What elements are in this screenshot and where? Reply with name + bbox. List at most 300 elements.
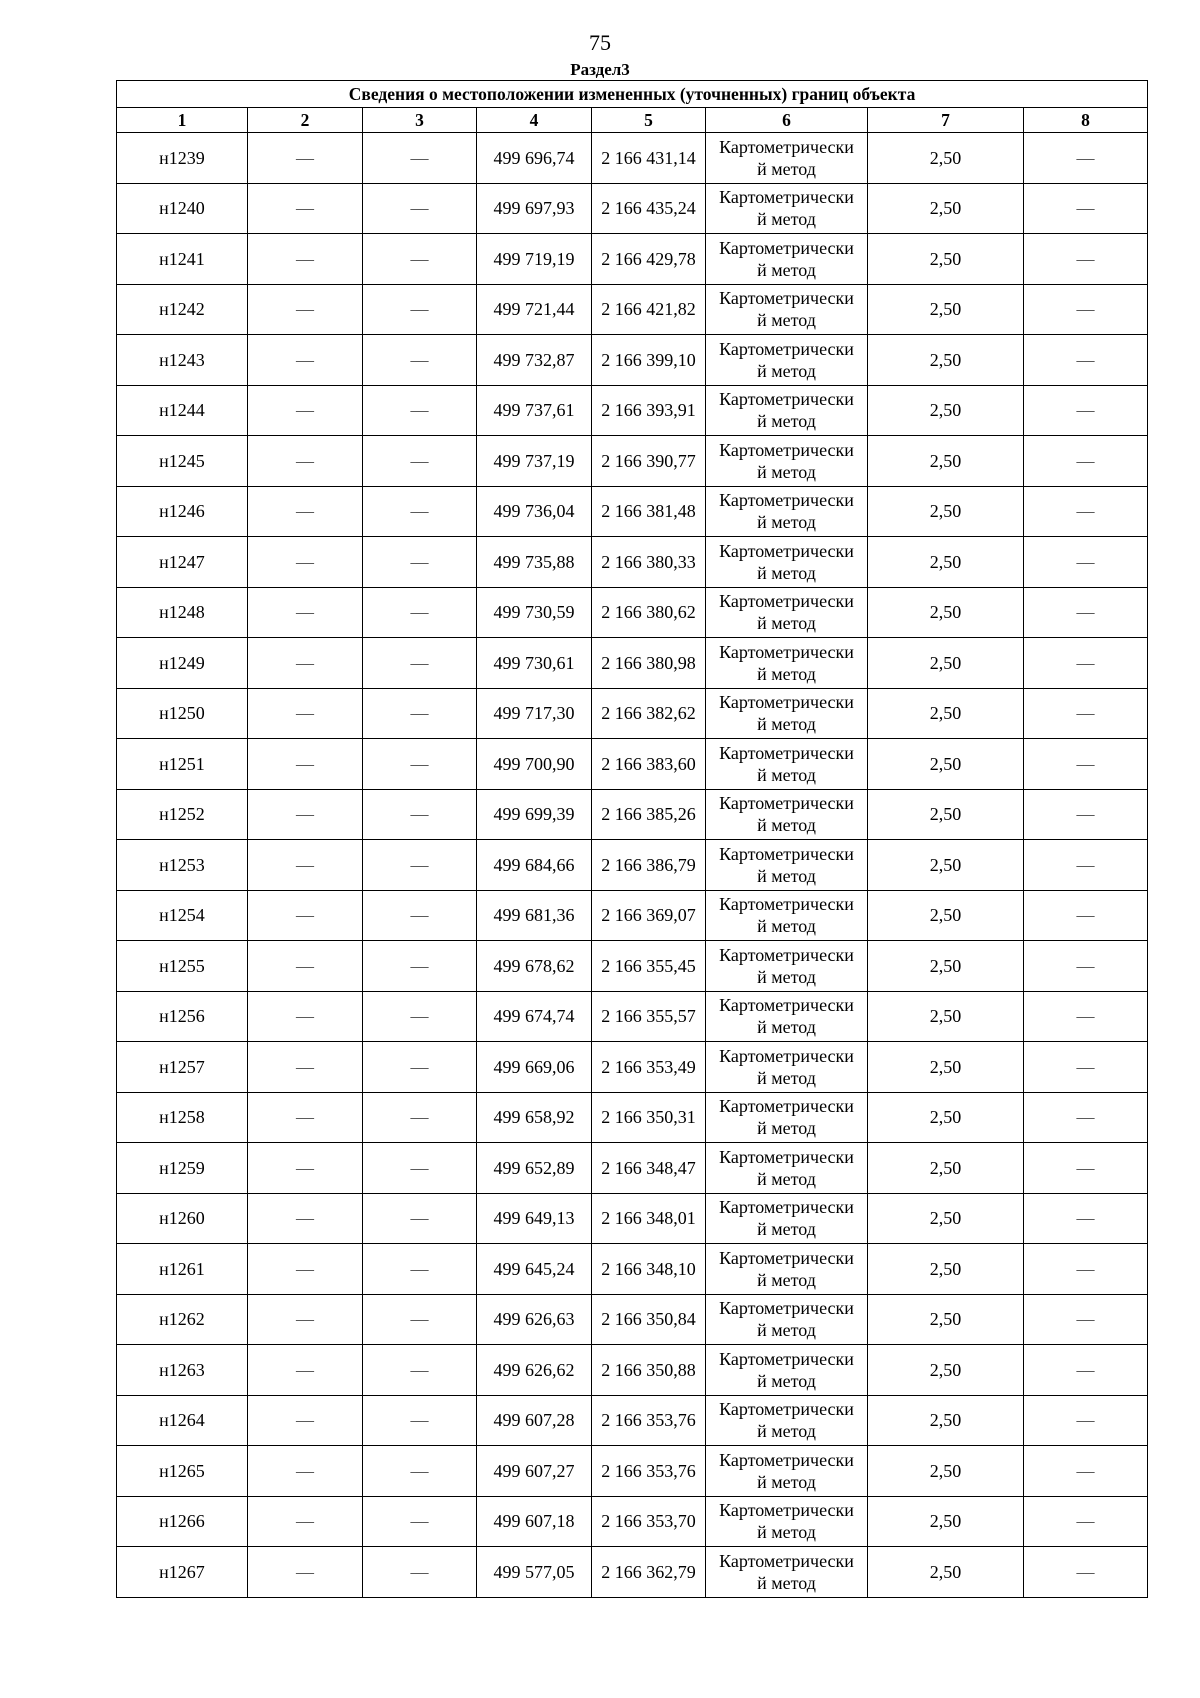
x-coordinate-cell: 499 730,59 xyxy=(477,587,592,638)
y-coordinate-cell: 2 166 353,49 xyxy=(592,1042,706,1093)
empty-dash-cell: — xyxy=(1024,486,1148,537)
empty-dash-cell: — xyxy=(248,991,363,1042)
accuracy-cell: 2,50 xyxy=(868,1547,1024,1598)
empty-dash-cell: — xyxy=(248,1042,363,1093)
point-number-cell: н1261 xyxy=(117,1244,248,1295)
method-line-2: й метод xyxy=(757,1320,816,1341)
method-cell xyxy=(706,133,868,184)
accuracy-cell: 2,50 xyxy=(868,1446,1024,1497)
method-line-1: Картометрически xyxy=(719,944,854,965)
method-line-1: Картометрически xyxy=(719,793,854,814)
method-line-2: й метод xyxy=(757,1269,816,1290)
method-cell xyxy=(706,941,868,992)
empty-dash-cell: — xyxy=(248,436,363,487)
table-row xyxy=(117,1143,1148,1194)
method-cell xyxy=(706,1496,868,1547)
empty-dash-cell: — xyxy=(1024,739,1148,790)
point-number-cell: н1249 xyxy=(117,638,248,689)
accuracy-cell: 2,50 xyxy=(868,1345,1024,1396)
table-row xyxy=(117,1244,1148,1295)
point-number-cell: н1262 xyxy=(117,1294,248,1345)
point-number-cell: н1245 xyxy=(117,436,248,487)
point-number-cell: н1255 xyxy=(117,941,248,992)
page-number: 75 xyxy=(589,30,611,55)
empty-dash-cell: — xyxy=(1024,1244,1148,1295)
accuracy-cell: 2,50 xyxy=(868,1496,1024,1547)
empty-dash-cell: — xyxy=(1024,133,1148,184)
column-number: 7 xyxy=(868,108,1024,133)
y-coordinate-cell: 2 166 435,24 xyxy=(592,183,706,234)
method-line-2: й метод xyxy=(757,764,816,785)
empty-dash-cell: — xyxy=(248,1294,363,1345)
point-number-cell: н1239 xyxy=(117,133,248,184)
x-coordinate-cell: 499 607,28 xyxy=(477,1395,592,1446)
method-cell xyxy=(706,234,868,285)
empty-dash-cell: — xyxy=(363,436,477,487)
point-number-cell: н1254 xyxy=(117,890,248,941)
empty-dash-cell: — xyxy=(1024,335,1148,386)
empty-dash-cell: — xyxy=(248,1193,363,1244)
empty-dash-cell: — xyxy=(1024,436,1148,487)
method-line-1: Картометрически xyxy=(719,237,854,258)
method-line-2: й метод xyxy=(757,714,816,735)
table-row xyxy=(117,1547,1148,1598)
empty-dash-cell: — xyxy=(248,739,363,790)
y-coordinate-cell: 2 166 348,47 xyxy=(592,1143,706,1194)
method-cell xyxy=(706,385,868,436)
method-line-1: Картометрически xyxy=(719,338,854,359)
method-cell xyxy=(706,587,868,638)
method-line-2: й метод xyxy=(757,360,816,381)
empty-dash-cell: — xyxy=(248,1092,363,1143)
y-coordinate-cell: 2 166 399,10 xyxy=(592,335,706,386)
y-coordinate-cell: 2 166 353,76 xyxy=(592,1446,706,1497)
method-line-2: й метод xyxy=(757,1421,816,1442)
method-line-1: Картометрически xyxy=(719,1247,854,1268)
empty-dash-cell: — xyxy=(363,1345,477,1396)
y-coordinate-cell: 2 166 429,78 xyxy=(592,234,706,285)
accuracy-cell: 2,50 xyxy=(868,1143,1024,1194)
empty-dash-cell: — xyxy=(248,587,363,638)
empty-dash-cell: — xyxy=(1024,1547,1148,1598)
y-coordinate-cell: 2 166 385,26 xyxy=(592,789,706,840)
x-coordinate-cell: 499 626,63 xyxy=(477,1294,592,1345)
method-line-1: Картометрически xyxy=(719,1096,854,1117)
table-row xyxy=(117,840,1148,891)
method-cell xyxy=(706,1244,868,1295)
empty-dash-cell: — xyxy=(1024,638,1148,689)
y-coordinate-cell: 2 166 348,10 xyxy=(592,1244,706,1295)
x-coordinate-cell: 499 649,13 xyxy=(477,1193,592,1244)
x-coordinate-cell: 499 730,61 xyxy=(477,638,592,689)
method-cell xyxy=(706,890,868,941)
method-line-1: Картометрически xyxy=(719,490,854,511)
accuracy-cell: 2,50 xyxy=(868,486,1024,537)
y-coordinate-cell: 2 166 350,84 xyxy=(592,1294,706,1345)
empty-dash-cell: — xyxy=(248,234,363,285)
method-line-1: Картометрически xyxy=(719,1298,854,1319)
empty-dash-cell: — xyxy=(363,1042,477,1093)
table-row xyxy=(117,486,1148,537)
method-cell xyxy=(706,1395,868,1446)
method-line-2: й метод xyxy=(757,865,816,886)
empty-dash-cell: — xyxy=(248,537,363,588)
column-number: 4 xyxy=(477,108,592,133)
empty-dash-cell: — xyxy=(363,840,477,891)
column-number: 6 xyxy=(706,108,868,133)
x-coordinate-cell: 499 607,27 xyxy=(477,1446,592,1497)
empty-dash-cell: — xyxy=(363,941,477,992)
method-line-1: Картометрически xyxy=(719,439,854,460)
table-row xyxy=(117,688,1148,739)
y-coordinate-cell: 2 166 353,70 xyxy=(592,1496,706,1547)
point-number-cell: н1264 xyxy=(117,1395,248,1446)
table-row xyxy=(117,1496,1148,1547)
empty-dash-cell: — xyxy=(1024,183,1148,234)
x-coordinate-cell: 499 626,62 xyxy=(477,1345,592,1396)
method-line-2: й метод xyxy=(757,1219,816,1240)
point-number-cell: н1256 xyxy=(117,991,248,1042)
table-row xyxy=(117,941,1148,992)
empty-dash-cell: — xyxy=(1024,1395,1148,1446)
accuracy-cell: 2,50 xyxy=(868,1193,1024,1244)
method-line-2: й метод xyxy=(757,613,816,634)
empty-dash-cell: — xyxy=(248,688,363,739)
y-coordinate-cell: 2 166 383,60 xyxy=(592,739,706,790)
x-coordinate-cell: 499 652,89 xyxy=(477,1143,592,1194)
empty-dash-cell: — xyxy=(1024,991,1148,1042)
y-coordinate-cell: 2 166 362,79 xyxy=(592,1547,706,1598)
empty-dash-cell: — xyxy=(248,133,363,184)
empty-dash-cell: — xyxy=(248,789,363,840)
empty-dash-cell: — xyxy=(363,890,477,941)
empty-dash-cell: — xyxy=(248,1496,363,1547)
method-line-2: й метод xyxy=(757,1067,816,1088)
section-title: Раздел3 xyxy=(570,60,630,79)
column-number: 3 xyxy=(363,108,477,133)
method-cell xyxy=(706,638,868,689)
empty-dash-cell: — xyxy=(248,385,363,436)
accuracy-cell: 2,50 xyxy=(868,941,1024,992)
column-number-row xyxy=(117,108,1148,133)
table-row xyxy=(117,1446,1148,1497)
y-coordinate-cell: 2 166 386,79 xyxy=(592,840,706,891)
empty-dash-cell: — xyxy=(248,1345,363,1396)
point-number-cell: н1258 xyxy=(117,1092,248,1143)
empty-dash-cell: — xyxy=(363,1446,477,1497)
table-row xyxy=(117,587,1148,638)
method-line-1: Картометрически xyxy=(719,1197,854,1218)
y-coordinate-cell: 2 166 350,31 xyxy=(592,1092,706,1143)
method-line-1: Картометрически xyxy=(719,843,854,864)
accuracy-cell: 2,50 xyxy=(868,436,1024,487)
y-coordinate-cell: 2 166 380,98 xyxy=(592,638,706,689)
empty-dash-cell: — xyxy=(1024,941,1148,992)
empty-dash-cell: — xyxy=(363,1294,477,1345)
empty-dash-cell: — xyxy=(363,133,477,184)
empty-dash-cell: — xyxy=(363,335,477,386)
method-line-1: Картометрически xyxy=(719,591,854,612)
accuracy-cell: 2,50 xyxy=(868,234,1024,285)
method-cell xyxy=(706,739,868,790)
table-row xyxy=(117,1294,1148,1345)
table-caption-row xyxy=(117,81,1148,108)
empty-dash-cell: — xyxy=(363,1496,477,1547)
y-coordinate-cell: 2 166 350,88 xyxy=(592,1345,706,1396)
x-coordinate-cell: 499 737,61 xyxy=(477,385,592,436)
method-cell xyxy=(706,1092,868,1143)
accuracy-cell: 2,50 xyxy=(868,739,1024,790)
method-line-2: й метод xyxy=(757,158,816,179)
table-row xyxy=(117,789,1148,840)
point-number-cell: н1252 xyxy=(117,789,248,840)
method-line-2: й метод xyxy=(757,663,816,684)
x-coordinate-cell: 499 645,24 xyxy=(477,1244,592,1295)
table-row xyxy=(117,436,1148,487)
x-coordinate-cell: 499 735,88 xyxy=(477,537,592,588)
empty-dash-cell: — xyxy=(363,688,477,739)
accuracy-cell: 2,50 xyxy=(868,385,1024,436)
point-number-cell: н1267 xyxy=(117,1547,248,1598)
point-number-cell: н1257 xyxy=(117,1042,248,1093)
empty-dash-cell: — xyxy=(363,1395,477,1446)
accuracy-cell: 2,50 xyxy=(868,335,1024,386)
empty-dash-cell: — xyxy=(1024,284,1148,335)
point-number-cell: н1240 xyxy=(117,183,248,234)
empty-dash-cell: — xyxy=(1024,1092,1148,1143)
x-coordinate-cell: 499 732,87 xyxy=(477,335,592,386)
method-line-2: й метод xyxy=(757,815,816,836)
y-coordinate-cell: 2 166 382,62 xyxy=(592,688,706,739)
method-line-1: Картометрически xyxy=(719,894,854,915)
table-body xyxy=(117,133,1148,1598)
x-coordinate-cell: 499 669,06 xyxy=(477,1042,592,1093)
table-row xyxy=(117,385,1148,436)
method-line-1: Картометрически xyxy=(719,1348,854,1369)
method-line-2: й метод xyxy=(757,1572,816,1593)
method-cell xyxy=(706,537,868,588)
y-coordinate-cell: 2 166 353,76 xyxy=(592,1395,706,1446)
empty-dash-cell: — xyxy=(1024,1345,1148,1396)
point-number-cell: н1244 xyxy=(117,385,248,436)
point-number-cell: н1265 xyxy=(117,1446,248,1497)
y-coordinate-cell: 2 166 431,14 xyxy=(592,133,706,184)
empty-dash-cell: — xyxy=(248,335,363,386)
method-line-2: й метод xyxy=(757,916,816,937)
accuracy-cell: 2,50 xyxy=(868,183,1024,234)
accuracy-cell: 2,50 xyxy=(868,991,1024,1042)
method-line-2: й метод xyxy=(757,1370,816,1391)
empty-dash-cell: — xyxy=(363,789,477,840)
method-line-2: й метод xyxy=(757,562,816,583)
table-row xyxy=(117,1092,1148,1143)
x-coordinate-cell: 499 736,04 xyxy=(477,486,592,537)
method-cell xyxy=(706,991,868,1042)
empty-dash-cell: — xyxy=(1024,840,1148,891)
empty-dash-cell: — xyxy=(248,486,363,537)
table-row xyxy=(117,1042,1148,1093)
y-coordinate-cell: 2 166 380,62 xyxy=(592,587,706,638)
empty-dash-cell: — xyxy=(1024,537,1148,588)
empty-dash-cell: — xyxy=(363,284,477,335)
method-line-1: Картометрически xyxy=(719,995,854,1016)
point-number-cell: н1260 xyxy=(117,1193,248,1244)
y-coordinate-cell: 2 166 390,77 xyxy=(592,436,706,487)
empty-dash-cell: — xyxy=(248,1446,363,1497)
table-row xyxy=(117,638,1148,689)
empty-dash-cell: — xyxy=(363,1547,477,1598)
empty-dash-cell: — xyxy=(363,638,477,689)
accuracy-cell: 2,50 xyxy=(868,789,1024,840)
empty-dash-cell: — xyxy=(1024,1294,1148,1345)
method-line-2: й метод xyxy=(757,461,816,482)
method-cell xyxy=(706,284,868,335)
empty-dash-cell: — xyxy=(1024,1143,1148,1194)
method-line-2: й метод xyxy=(757,411,816,432)
method-line-1: Картометрически xyxy=(719,288,854,309)
method-cell xyxy=(706,335,868,386)
x-coordinate-cell: 499 696,74 xyxy=(477,133,592,184)
x-coordinate-cell: 499 607,18 xyxy=(477,1496,592,1547)
empty-dash-cell: — xyxy=(363,537,477,588)
table-row xyxy=(117,335,1148,386)
table-row xyxy=(117,537,1148,588)
x-coordinate-cell: 499 721,44 xyxy=(477,284,592,335)
x-coordinate-cell: 499 700,90 xyxy=(477,739,592,790)
x-coordinate-cell: 499 658,92 xyxy=(477,1092,592,1143)
empty-dash-cell: — xyxy=(1024,234,1148,285)
method-line-1: Картометрически xyxy=(719,1045,854,1066)
x-coordinate-cell: 499 717,30 xyxy=(477,688,592,739)
empty-dash-cell: — xyxy=(363,486,477,537)
y-coordinate-cell: 2 166 348,01 xyxy=(592,1193,706,1244)
table-row xyxy=(117,183,1148,234)
empty-dash-cell: — xyxy=(1024,688,1148,739)
empty-dash-cell: — xyxy=(248,840,363,891)
table-row xyxy=(117,1395,1148,1446)
point-number-cell: н1243 xyxy=(117,335,248,386)
point-number-cell: н1241 xyxy=(117,234,248,285)
accuracy-cell: 2,50 xyxy=(868,133,1024,184)
method-cell xyxy=(706,688,868,739)
table-row xyxy=(117,991,1148,1042)
column-number: 1 xyxy=(117,108,248,133)
x-coordinate-cell: 499 674,74 xyxy=(477,991,592,1042)
empty-dash-cell: — xyxy=(1024,1193,1148,1244)
point-number-cell: н1259 xyxy=(117,1143,248,1194)
x-coordinate-cell: 499 678,62 xyxy=(477,941,592,992)
empty-dash-cell: — xyxy=(248,1395,363,1446)
method-line-1: Картометрически xyxy=(719,1146,854,1167)
empty-dash-cell: — xyxy=(248,284,363,335)
point-number-cell: н1242 xyxy=(117,284,248,335)
accuracy-cell: 2,50 xyxy=(868,1244,1024,1295)
table-row xyxy=(117,1345,1148,1396)
x-coordinate-cell: 499 699,39 xyxy=(477,789,592,840)
y-coordinate-cell: 2 166 381,48 xyxy=(592,486,706,537)
method-cell xyxy=(706,1345,868,1396)
table-caption: Сведения о местоположении измененных (уточненных) границ объекта xyxy=(117,81,1148,108)
point-number-cell: н1263 xyxy=(117,1345,248,1396)
method-cell xyxy=(706,1446,868,1497)
empty-dash-cell: — xyxy=(1024,1042,1148,1093)
empty-dash-cell: — xyxy=(248,1143,363,1194)
empty-dash-cell: — xyxy=(363,1143,477,1194)
method-line-1: Картометрически xyxy=(719,692,854,713)
table-row xyxy=(117,133,1148,184)
method-line-2: й метод xyxy=(757,259,816,280)
column-number: 5 xyxy=(592,108,706,133)
empty-dash-cell: — xyxy=(363,1193,477,1244)
empty-dash-cell: — xyxy=(363,183,477,234)
method-cell xyxy=(706,436,868,487)
empty-dash-cell: — xyxy=(248,1244,363,1295)
point-number-cell: н1246 xyxy=(117,486,248,537)
accuracy-cell: 2,50 xyxy=(868,638,1024,689)
method-line-2: й метод xyxy=(757,512,816,533)
empty-dash-cell: — xyxy=(1024,1496,1148,1547)
method-line-1: Картометрически xyxy=(719,1399,854,1420)
y-coordinate-cell: 2 166 393,91 xyxy=(592,385,706,436)
empty-dash-cell: — xyxy=(1024,789,1148,840)
method-line-2: й метод xyxy=(757,966,816,987)
method-line-1: Картометрически xyxy=(719,641,854,662)
method-line-2: й метод xyxy=(757,209,816,230)
column-number: 2 xyxy=(248,108,363,133)
accuracy-cell: 2,50 xyxy=(868,688,1024,739)
x-coordinate-cell: 499 697,93 xyxy=(477,183,592,234)
method-line-2: й метод xyxy=(757,1118,816,1139)
table-row xyxy=(117,890,1148,941)
empty-dash-cell: — xyxy=(248,890,363,941)
empty-dash-cell: — xyxy=(1024,385,1148,436)
table-row xyxy=(117,1193,1148,1244)
point-number-cell: н1266 xyxy=(117,1496,248,1547)
method-line-2: й метод xyxy=(757,1522,816,1543)
empty-dash-cell: — xyxy=(248,183,363,234)
column-number: 8 xyxy=(1024,108,1148,133)
x-coordinate-cell: 499 577,05 xyxy=(477,1547,592,1598)
point-number-cell: н1248 xyxy=(117,587,248,638)
empty-dash-cell: — xyxy=(1024,587,1148,638)
accuracy-cell: 2,50 xyxy=(868,587,1024,638)
empty-dash-cell: — xyxy=(248,638,363,689)
method-cell xyxy=(706,1294,868,1345)
x-coordinate-cell: 499 737,19 xyxy=(477,436,592,487)
y-coordinate-cell: 2 166 421,82 xyxy=(592,284,706,335)
accuracy-cell: 2,50 xyxy=(868,284,1024,335)
accuracy-cell: 2,50 xyxy=(868,1042,1024,1093)
y-coordinate-cell: 2 166 355,45 xyxy=(592,941,706,992)
method-cell xyxy=(706,1193,868,1244)
method-cell xyxy=(706,183,868,234)
empty-dash-cell: — xyxy=(363,234,477,285)
x-coordinate-cell: 499 719,19 xyxy=(477,234,592,285)
method-cell xyxy=(706,1042,868,1093)
empty-dash-cell: — xyxy=(363,385,477,436)
accuracy-cell: 2,50 xyxy=(868,1395,1024,1446)
accuracy-cell: 2,50 xyxy=(868,1294,1024,1345)
method-cell xyxy=(706,840,868,891)
method-line-1: Картометрически xyxy=(719,389,854,410)
method-line-2: й метод xyxy=(757,1017,816,1038)
empty-dash-cell: — xyxy=(363,1092,477,1143)
accuracy-cell: 2,50 xyxy=(868,890,1024,941)
method-cell xyxy=(706,789,868,840)
accuracy-cell: 2,50 xyxy=(868,840,1024,891)
empty-dash-cell: — xyxy=(363,1244,477,1295)
empty-dash-cell: — xyxy=(363,991,477,1042)
